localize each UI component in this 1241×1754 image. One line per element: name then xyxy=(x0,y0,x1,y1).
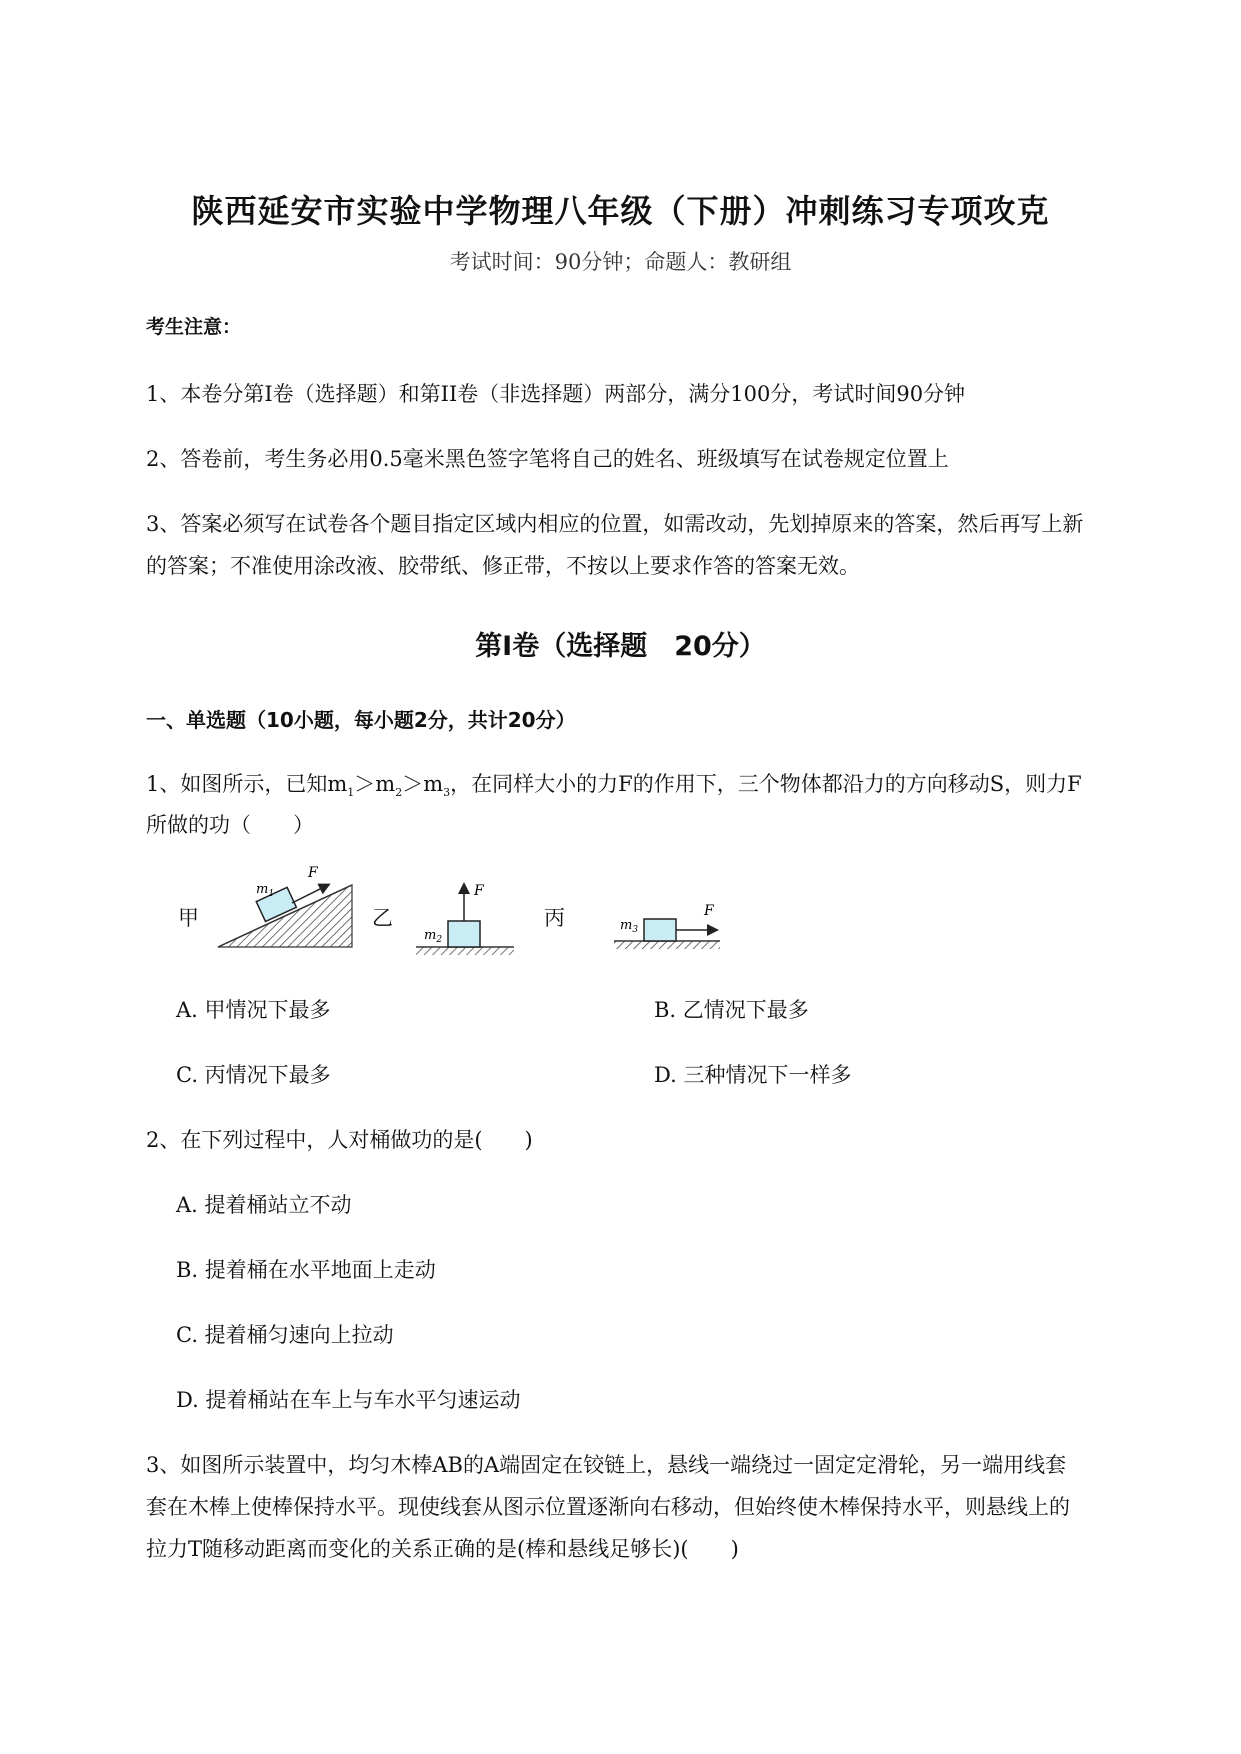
label-f-1: F xyxy=(308,865,318,881)
q1-m3: m xyxy=(423,772,444,796)
q1-m3-sub: 3 xyxy=(443,786,451,800)
label-f-2: F xyxy=(474,883,484,899)
notice-item-1: 1、本卷分第I卷（选择题）和第II卷（非选择题）两部分，满分100分，考试时间90分钟 xyxy=(146,382,966,406)
q1-option-c: C. 丙情况下最多 xyxy=(176,1063,331,1087)
q1-m2: m xyxy=(375,772,396,796)
question-3-line-2: 套在木棒上使棒保持水平。现使线套从图示位置逐渐向右移动，但始终使木棒保持水平，则悬线上的 xyxy=(146,1495,1070,1519)
label-f-3: F xyxy=(704,903,714,919)
figure-label-jia: 甲 xyxy=(178,906,199,930)
notice-item-3-line-2: 的答案；不准使用涂改液、胶带纸、修正带，不按以上要求作答的答案无效。 xyxy=(146,554,860,578)
q2-option-d: D. 提着桶站在车上与车水平匀速运动 xyxy=(176,1388,521,1412)
notice-heading: 考生注意： xyxy=(146,316,242,338)
horizontal-force-diagram xyxy=(614,903,720,949)
label-m2: $m_2$ xyxy=(424,928,443,945)
figure-label-bing: 丙 xyxy=(544,906,565,930)
label-m1: $m_1$ xyxy=(256,882,275,899)
q1-gt-2: ＞ xyxy=(402,772,424,796)
block-m3 xyxy=(644,919,676,941)
question-3-line-1: 3、如图所示装置中，均匀木棒AB的A端固定在铰链上，悬线一端绕过一固定定滑轮，另一端用线套 xyxy=(146,1453,1067,1477)
q2-option-b: B. 提着桶在水平地面上走动 xyxy=(176,1258,436,1282)
notice-item-2: 2、答卷前，考生务必用0.5毫米黑色签字笔将自己的姓名、班级填写在试卷规定位置上 xyxy=(146,447,949,471)
vertical-force-diagram xyxy=(416,883,514,955)
q1-m1: m xyxy=(327,772,348,796)
q1-gt-1: ＞ xyxy=(354,772,376,796)
exam-title: 陕西延安市实验中学物理八年级（下册）冲刺练习专项攻克 xyxy=(191,192,1050,230)
exam-subtitle: 考试时间：90分钟；命题人：教研组 xyxy=(449,250,792,274)
subsection-title: 一、单选题（10小题，每小题2分，共计20分） xyxy=(146,708,576,732)
q1-option-d: D. 三种情况下一样多 xyxy=(654,1063,852,1087)
question-2-stem: 2、在下列过程中，人对桶做功的是( ) xyxy=(146,1128,533,1152)
incline-diagram xyxy=(218,865,352,947)
q2-option-c: C. 提着桶匀速向上拉动 xyxy=(176,1323,394,1347)
q1-rest: ，在同样大小的力F的作用下，三个物体都沿力的方向移动S，则力F xyxy=(450,772,1082,796)
label-m3: $m_3$ xyxy=(620,918,639,935)
question-1-line-1 xyxy=(146,768,1082,799)
block-m2 xyxy=(448,921,480,947)
ground-3 xyxy=(614,941,720,949)
ground-2 xyxy=(416,947,514,955)
q1-option-a: A. 甲情况下最多 xyxy=(176,998,331,1022)
figure-label-yi: 乙 xyxy=(372,906,393,930)
q1-prefix: 1、如图所示，已知 xyxy=(146,772,328,796)
q1-force-diagram xyxy=(208,865,728,955)
section-title: 第I卷（选择题 20分） xyxy=(475,631,766,662)
notice-item-3-line-1: 3、答案必须写在试卷各个题目指定区域内相应的位置，如需改动，先划掉原来的答案，然后再写上新 xyxy=(146,512,1084,536)
q1-m1-sub: 1 xyxy=(347,786,355,800)
question-3-line-3: 拉力T随移动距离而变化的关系正确的是(棒和悬线足够长)( ) xyxy=(146,1537,739,1561)
question-1-line-2: 所做的功（ ） xyxy=(146,813,314,837)
q1-m2-sub: 2 xyxy=(395,786,403,800)
q1-option-b: B. 乙情况下最多 xyxy=(654,998,809,1022)
q2-option-a: A. 提着桶站立不动 xyxy=(176,1193,352,1217)
